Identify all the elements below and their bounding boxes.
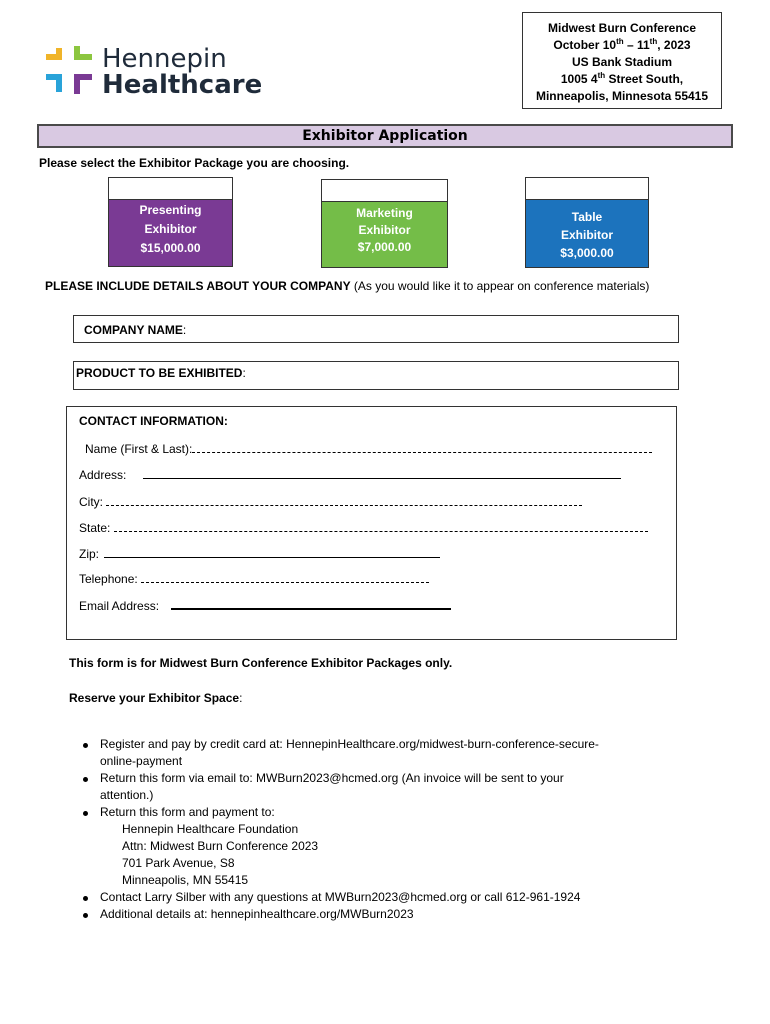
brand-line-2: Healthcare	[102, 70, 263, 100]
instructions-list	[82, 736, 682, 923]
bullet-icon	[83, 896, 88, 901]
telephone-field[interactable]: Telephone:	[79, 570, 429, 586]
form-note: This form is for Midwest Burn Conference Exhibitor Packages only.	[69, 656, 453, 670]
conference-info-box	[522, 12, 722, 109]
list-item: Return this form via email to: MWBurn2023@hcmed.org (An invoice will be sent to your attention.)	[82, 770, 682, 804]
conference-dates: October 10th – 11th, 2023	[553, 37, 691, 52]
conference-name: Midwest Burn Conference	[547, 21, 697, 35]
product-label: PRODUCT TO BE EXHIBITED	[76, 366, 243, 380]
list-item: Contact Larry Silber with any questions at MWBurn2023@hcmed.org or call 612-961-1924	[82, 889, 682, 906]
package-table-label: Table Exhibitor $3,000.00	[526, 200, 648, 267]
package-presenting-checkbox[interactable]	[109, 178, 232, 200]
package-marketing	[321, 179, 448, 268]
contact-header: CONTACT INFORMATION:	[79, 414, 228, 428]
logo-cross-icon	[44, 44, 100, 100]
address-field[interactable]: Address:	[79, 466, 621, 482]
package-presenting-label: Presenting Exhibitor $15,000.00	[109, 200, 232, 266]
bullet-icon	[83, 811, 88, 816]
conference-street: 1005 4th Street South,	[560, 71, 684, 86]
package-table-checkbox[interactable]	[526, 178, 648, 200]
bullet-icon	[83, 777, 88, 782]
name-field[interactable]: Name (First & Last):	[85, 440, 652, 456]
email-field[interactable]: Email Address:	[79, 596, 451, 613]
zip-field[interactable]: Zip:	[79, 545, 440, 561]
company-name-field[interactable]: COMPANY NAME:	[73, 315, 679, 343]
company-details-instruction: PLEASE INCLUDE DETAILS ABOUT YOUR COMPANY (As you would like it to appear on conference materials)	[45, 279, 650, 293]
contact-information-box	[66, 406, 677, 640]
package-instruction: Please select the Exhibitor Package you are choosing.	[39, 156, 350, 170]
conference-city: Minneapolis, Minnesota 55415	[535, 89, 709, 103]
bullet-icon	[83, 743, 88, 748]
hennepin-healthcare-logo	[44, 44, 264, 100]
bullet-icon	[83, 913, 88, 918]
state-field[interactable]: State:	[79, 519, 648, 535]
list-item: Return this form and payment to: Hennepin Healthcare Foundation Attn: Midwest Burn Conference 2023 701 Park Avenue, S8 Minneapolis, MN 55415	[82, 804, 682, 889]
brand-line-1: Hennepin	[102, 44, 227, 74]
product-field[interactable]: PRODUCT TO BE EXHIBITED:	[73, 361, 679, 390]
package-table	[525, 177, 649, 268]
package-marketing-label: Marketing Exhibitor $7,000.00	[322, 202, 447, 267]
package-marketing-checkbox[interactable]	[322, 180, 447, 202]
reserve-heading: Reserve your Exhibitor Space:	[69, 691, 243, 705]
list-item: Register and pay by credit card at: HennepinHealthcare.org/midwest-burn-conference-secure- online-payment	[82, 736, 682, 770]
list-item: Additional details at: hennepinhealthcare.org/MWBurn2023	[82, 906, 682, 923]
conference-venue: US Bank Stadium	[571, 55, 673, 69]
company-name-label: COMPANY NAME	[84, 323, 183, 337]
city-field[interactable]: City:	[79, 493, 582, 509]
package-presenting	[108, 177, 233, 267]
page-title: Exhibitor Application	[37, 124, 733, 148]
